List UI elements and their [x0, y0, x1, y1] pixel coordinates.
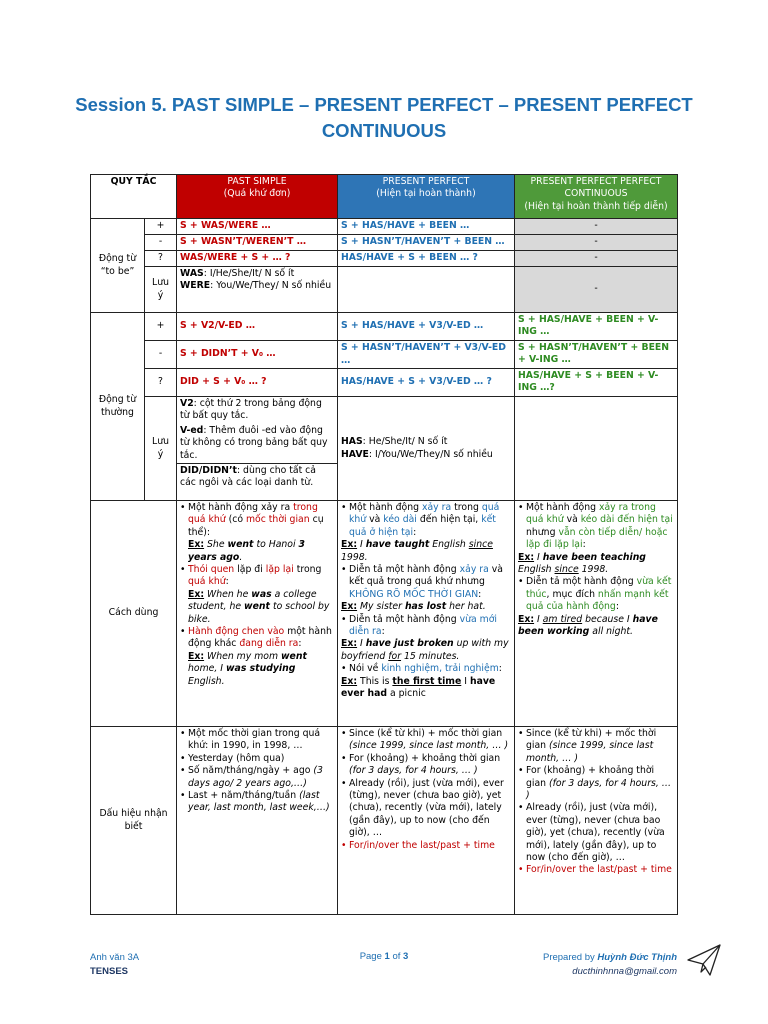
signal-text: Số năm/tháng/ngày + ago: [188, 765, 314, 777]
t: have ever had: [341, 675, 496, 700]
tobe-pp-question: HAS/HAVE + S + BEEN … ?: [338, 251, 515, 267]
t: has lost: [404, 601, 447, 613]
t: kéo dài đến hiện tại: [580, 514, 673, 526]
t: cụ thể):: [188, 514, 324, 538]
page-title: [0, 92, 768, 144]
prepared-label: Prepared by: [542, 952, 598, 963]
t: to Hanoi: [253, 539, 299, 551]
ved-text: : Thêm đuôi -ed vào động từ không có trong bảng bất quy tắc.: [180, 424, 328, 461]
t: và: [563, 514, 581, 526]
signal-text: For (khoảng) + khoảng thời gian: [349, 752, 501, 764]
t: 1998.: [341, 551, 368, 563]
t: to school by bike.: [188, 601, 330, 625]
t: xảy ra: [421, 502, 452, 513]
t: 1998.: [578, 564, 609, 576]
tobe-row-question: [91, 251, 678, 267]
t: lặp đi: [234, 564, 266, 576]
usage-ps-list: [180, 502, 334, 688]
signals-ppc-last: • For/in/over the last/past + time: [518, 864, 674, 876]
t: (có: [225, 514, 246, 526]
t: I: [357, 638, 366, 650]
tobe-pp-note: [338, 267, 515, 313]
t: đến hiện tại,: [416, 514, 482, 526]
tobe-label-2: “to be”: [100, 265, 135, 277]
tobe-label-1: Động từ: [98, 253, 137, 265]
note-did: [177, 464, 337, 491]
t: Diễn tả một hành động: [526, 576, 637, 588]
regular-row-note: [91, 397, 678, 501]
usage-pp-list: [341, 502, 511, 701]
signals-ps-item-1: [180, 728, 334, 753]
t: :: [615, 601, 619, 613]
was-text: : I/He/She/It/ N số ít: [203, 268, 295, 279]
footer-prepared-by: [543, 951, 677, 965]
tobe-ppc-plus: -: [515, 219, 678, 235]
t: và: [366, 514, 384, 526]
signal-example: (since 1999, since last month, … ): [349, 740, 509, 752]
t: mốc thời gian: [245, 514, 310, 526]
ved-keyword: V-ed: [180, 424, 204, 436]
usage-ps-example-2: [188, 589, 334, 626]
header-ppc-subtitle: (Hiện tại hoàn thành tiếp diễn): [524, 200, 668, 212]
have-text: : I/You/We/They/N số nhiều: [368, 448, 493, 460]
signals-pp-list: [341, 728, 511, 840]
regular-ps-minus: S + DIDN’T + V₀ …: [177, 341, 338, 369]
regular-pp-minus: S + HASN’T/HAVEN’T + V3/V-ED …: [338, 341, 515, 369]
regular-ppc-plus: S + HAS/HAVE + BEEN + V-ING …: [515, 313, 678, 341]
regular-ppc-question: HAS/HAVE + S + BEEN + V-ING …?: [515, 369, 678, 397]
header-present-perfect: [338, 175, 515, 219]
t: since: [554, 564, 579, 576]
t: home, I: [188, 663, 226, 675]
tobe-label: [91, 219, 145, 313]
t: :: [298, 638, 302, 650]
regular-row-plus: [91, 313, 678, 341]
t: English.: [188, 675, 225, 687]
usage-pp-item-4: [341, 663, 511, 675]
t: :: [381, 626, 385, 638]
signal-text: Already (rồi), just (vừa mới), ever (từng), never (chưa bao giờ), yet (chưa), recently (vừa mới), lately (gần đây), up to now (cho đến giờ), …: [526, 802, 665, 864]
ex-label: Ex:: [188, 539, 205, 551]
have-keyword: HAVE: [341, 448, 369, 460]
header-past-simple: [177, 175, 338, 219]
t: her hat.: [446, 601, 486, 613]
page-total: 3: [403, 951, 409, 962]
t: up with my boyfriend: [341, 638, 509, 662]
t: a picnic: [387, 688, 426, 700]
usage-ppc-example-2: [518, 614, 674, 639]
signal-text: For (khoảng) + khoảng thời gian: [526, 765, 655, 789]
t: kết quả ở hiện tại: [349, 514, 496, 538]
regular-ps-note: [177, 397, 338, 501]
t: trong: [451, 502, 482, 513]
tobe-ppc-minus: -: [515, 235, 678, 251]
note-v2: [177, 397, 337, 424]
tobe-note-label: [145, 267, 177, 313]
usage-ps-example-3: [188, 651, 334, 688]
header-row: [91, 175, 678, 219]
header-quy-tac: QUY TẮC: [91, 175, 177, 219]
note-has: [341, 436, 511, 448]
author-name: Huỳnh Đức Thịnh: [597, 952, 677, 963]
regular-luu-1: Lưu: [152, 436, 169, 448]
usage-ppc: [515, 501, 678, 727]
tobe-plus-sign: +: [145, 219, 177, 235]
signals-ps-item-3: [180, 765, 334, 790]
signals-ps-list: [180, 728, 334, 815]
usage-ps-item-2: [180, 564, 334, 626]
t: vừa mới diễn ra: [349, 613, 497, 638]
tobe-pp-minus: S + HASN’T/HAVEN’T + BEEN …: [338, 235, 515, 251]
regular-ps-question: DID + S + V₀ … ?: [177, 369, 338, 397]
t: trong: [293, 564, 322, 576]
ex-label: Ex:: [341, 638, 358, 650]
signals-ppc-last-list: [518, 864, 674, 876]
usage-ppc-list: [518, 502, 674, 638]
t: When he: [204, 588, 252, 600]
regular-luu-2: ý: [157, 448, 164, 460]
tobe-note-were: [180, 280, 334, 292]
t: kinh nghiệm, trải nghiệm: [381, 663, 499, 675]
v2-text: : cột thứ 2 trong bảng động từ bất quy tắc.: [180, 398, 322, 422]
t: Một hành động: [349, 502, 422, 513]
t: lặp lại: [265, 564, 294, 576]
signal-example: (last year, last month, last week,…): [188, 790, 330, 814]
tobe-ps-plus: S + WAS/WERE …: [177, 219, 338, 235]
regular-question-sign: ?: [145, 369, 177, 397]
tenses-table: [90, 174, 678, 915]
t: :: [478, 588, 482, 600]
signals-ps: [177, 727, 338, 915]
signals-row: [91, 727, 678, 915]
tobe-row-note: [91, 267, 678, 313]
header-ps-subtitle: (Quá khứ đơn): [223, 188, 291, 200]
signal-example: (for 3 days, for 4 hours, … ): [526, 777, 672, 802]
t: for: [388, 650, 402, 662]
usage-label: Cách dùng: [91, 501, 177, 727]
t: My sister: [357, 601, 405, 613]
t: have been working: [518, 613, 658, 638]
regular-pp-question: HAS/HAVE + S + V3/V-ED … ?: [338, 369, 515, 397]
t: đang diễn ra: [239, 638, 299, 650]
signals-ps-item-4: [180, 790, 334, 815]
usage-ps-example-1: [188, 539, 334, 564]
t: kéo dài: [383, 514, 417, 526]
usage-ps-item-1: [180, 502, 334, 564]
t: Diễn tả một hành động: [349, 613, 460, 625]
author-email: ducthinhnna@gmail.com: [572, 966, 677, 977]
t: since: [468, 539, 493, 551]
usage-pp-example-1: [341, 539, 511, 564]
t: 15 minutes.: [401, 650, 460, 662]
tobe-question-sign: ?: [145, 251, 177, 267]
signals-pp-item-2: [341, 753, 511, 778]
t: :: [413, 526, 417, 538]
usage-pp-item-1: [341, 502, 511, 539]
t: have just broken: [365, 638, 454, 650]
t: have taught: [365, 539, 430, 551]
t: Nói về: [349, 663, 382, 675]
t: vừa kết thúc: [526, 576, 672, 600]
has-text: : He/She/It/ N số ít: [362, 436, 448, 448]
t: và kết quả trong quá khứ nhưng: [349, 564, 503, 588]
signals-ps-item-2: [180, 753, 334, 765]
did-keyword: DID/DIDN’t: [180, 465, 237, 477]
t: English: [429, 539, 469, 551]
signals-ppc-item-1: [518, 728, 674, 765]
tobe-note-was: [180, 268, 334, 280]
were-keyword: WERE: [180, 280, 211, 292]
regular-label-1: Động từ: [98, 394, 137, 406]
usage-ps: [177, 501, 338, 727]
regular-plus-sign: +: [145, 313, 177, 341]
header-pp-subtitle: (Hiện tại hoàn thành): [376, 188, 476, 200]
note-ved: [177, 424, 337, 464]
t: English: [518, 564, 555, 576]
signal-example: (since 1999, since last month, … ): [526, 740, 654, 764]
title-line-2: CONTINUOUS: [321, 120, 447, 141]
header-pp-title: PRESENT PERFECT: [382, 176, 470, 187]
t: trong quá khứ: [188, 502, 318, 526]
signal-text: Một mốc thời gian trong quá khứ: in 1990, in 1998, …: [188, 728, 321, 752]
page-of: of: [389, 951, 404, 962]
tobe-ps-question: WAS/WERE + S + … ?: [177, 251, 338, 267]
usage-row: [91, 501, 678, 727]
regular-ps-plus: S + V2/V-ED …: [177, 313, 338, 341]
t: Hành động chen vào: [188, 626, 285, 638]
regular-minus-sign: -: [145, 341, 177, 369]
were-text: : You/We/They/ N số nhiều: [210, 280, 332, 292]
t: a college student, he: [188, 588, 317, 613]
regular-row-minus: [91, 341, 678, 369]
signal-example: (for 3 days, for 4 hours, … ): [349, 765, 478, 777]
regular-label: [91, 313, 145, 501]
regular-label-2: thường: [101, 406, 134, 418]
signals-pp-last: • For/in/over the last/past + time: [341, 840, 511, 852]
usage-pp-example-2: [341, 601, 511, 613]
tobe-ps-note: [177, 267, 338, 313]
ex-label: Ex:: [518, 551, 535, 563]
tobe-ppc-question: -: [515, 251, 678, 267]
t: This is: [357, 675, 393, 687]
was-keyword: WAS: [180, 268, 204, 279]
t: 3 years ago: [188, 539, 306, 563]
t: nhưng: [526, 526, 559, 538]
t: She: [204, 539, 228, 551]
footer-author: [543, 951, 677, 979]
usage-ppc-item-1: [518, 502, 674, 552]
t: I: [534, 613, 543, 625]
signals-pp-last-list: [341, 840, 511, 852]
signals-pp: [338, 727, 515, 915]
t: Thói quen: [188, 564, 235, 576]
t: I: [534, 551, 543, 563]
tobe-pp-plus: S + HAS/HAVE + BEEN …: [338, 219, 515, 235]
paper-plane-icon: [686, 942, 722, 978]
t: :: [498, 663, 502, 675]
header-ppc-title-1: PRESENT PERFECT PERFECT: [530, 176, 662, 187]
usage-pp-item-2: [341, 564, 511, 601]
page-current: 1: [384, 951, 390, 962]
t: :: [582, 539, 586, 551]
signal-text: Since (kể từ khi) + mốc thời gian: [526, 728, 657, 752]
usage-pp: [338, 501, 515, 727]
footer-topic: TENSES: [90, 966, 129, 977]
tobe-ppc-note: -: [515, 267, 678, 313]
t: xảy ra trong quá khứ: [526, 502, 656, 526]
t: went: [227, 539, 254, 551]
t: quá khứ: [349, 502, 500, 526]
t: because I: [582, 613, 633, 625]
note-have: [341, 449, 511, 461]
ex-label: Ex:: [341, 601, 358, 613]
usage-ps-item-3: [180, 626, 334, 688]
tobe-ps-minus: S + WASN’T/WEREN’T …: [177, 235, 338, 251]
tobe-row-plus: [91, 219, 678, 235]
t: I: [461, 675, 470, 687]
t: KHÔNG RÕ MỐC THỜI GIAN: [349, 588, 479, 600]
signal-text: Since (kể từ khi) + mốc thời gian: [349, 728, 503, 739]
t: quá khứ: [188, 576, 226, 588]
header-ps-title: PAST SIMPLE: [227, 176, 287, 187]
regular-ppc-note: [515, 397, 678, 501]
signals-label: Dấu hiệu nhận biết: [91, 727, 177, 915]
tobe-luu-1: Lưu: [152, 277, 169, 289]
signals-ppc-item-2: [518, 765, 674, 802]
header-present-perfect-continuous: [515, 175, 678, 219]
ex-label: Ex:: [188, 650, 205, 662]
t: was: [251, 588, 272, 600]
usage-pp-example-4: [341, 676, 511, 701]
signals-ppc-item-3: [518, 802, 674, 864]
signals-ppc-list: [518, 728, 674, 864]
header-ppc-title-2: CONTINUOUS: [564, 188, 628, 200]
t: went: [244, 601, 270, 613]
t: I: [357, 539, 366, 551]
usage-ppc-item-2: [518, 576, 674, 613]
ex-label: Ex:: [188, 588, 205, 600]
tobe-row-minus: [91, 235, 678, 251]
ex-label: Ex:: [341, 539, 358, 551]
signal-text: Yesterday (hôm qua): [188, 752, 285, 764]
signals-pp-item-3: [341, 778, 511, 840]
t: all night.: [589, 626, 633, 638]
v2-keyword: V2: [180, 398, 194, 409]
t: :: [225, 576, 229, 588]
t: một hành động khác: [188, 626, 332, 650]
footer-course: Anh văn 3A: [90, 952, 140, 963]
t: Một hành động xảy ra: [188, 502, 294, 513]
t: xảy ra: [459, 564, 489, 576]
ex-label: Ex:: [341, 675, 358, 687]
title-line-1: Session 5. PAST SIMPLE – PRESENT PERFECT – PRESENT PERFECT: [75, 94, 693, 115]
signal-example: (3 days ago/ 2 years ago,…): [188, 765, 323, 789]
usage-ppc-example-1: [518, 552, 674, 577]
regular-pp-plus: S + HAS/HAVE + V3/V-ED …: [338, 313, 515, 341]
t: nhấn mạnh kết quả của hành động: [526, 588, 669, 613]
usage-pp-item-3: [341, 614, 511, 639]
t: , mục đích: [546, 588, 598, 600]
page-prefix: Page: [359, 951, 385, 962]
did-text: : dùng cho tất cả các ngôi và các loại danh từ.: [180, 465, 316, 489]
has-keyword: HAS: [341, 436, 363, 448]
tobe-luu-2: ý: [157, 289, 164, 301]
t: vẫn còn tiếp diễn/ hoặc lặp đi lặp lại: [526, 526, 668, 551]
t: Một hành động: [526, 502, 599, 513]
t: the first time: [392, 675, 462, 687]
regular-note-label: [145, 397, 177, 501]
signals-pp-item-1: [341, 728, 511, 753]
signal-text: Already (rồi), just (vừa mới), ever (từng), never (chưa bao giờ), yet (chưa), recently (vừa mới), lately (gần đây), up to now (cho đến giờ), …: [349, 777, 504, 839]
ex-label: Ex:: [518, 613, 535, 625]
t: .: [239, 551, 243, 563]
t: When my mom: [204, 650, 281, 662]
regular-row-question: [91, 369, 678, 397]
regular-pp-note: [338, 397, 515, 501]
t: have been teaching: [542, 551, 646, 563]
t: Diễn tả một hành động: [349, 564, 460, 576]
usage-pp-example-3: [341, 638, 511, 663]
t: was studying: [225, 663, 296, 675]
tobe-minus-sign: -: [145, 235, 177, 251]
t: am tired: [542, 613, 583, 625]
t: went: [280, 650, 307, 662]
signals-ppc: [515, 727, 678, 915]
signal-text: Last + năm/tháng/tuần: [188, 790, 300, 802]
regular-ppc-minus: S + HASN’T/HAVEN’T + BEEN + V-ING …: [515, 341, 678, 369]
